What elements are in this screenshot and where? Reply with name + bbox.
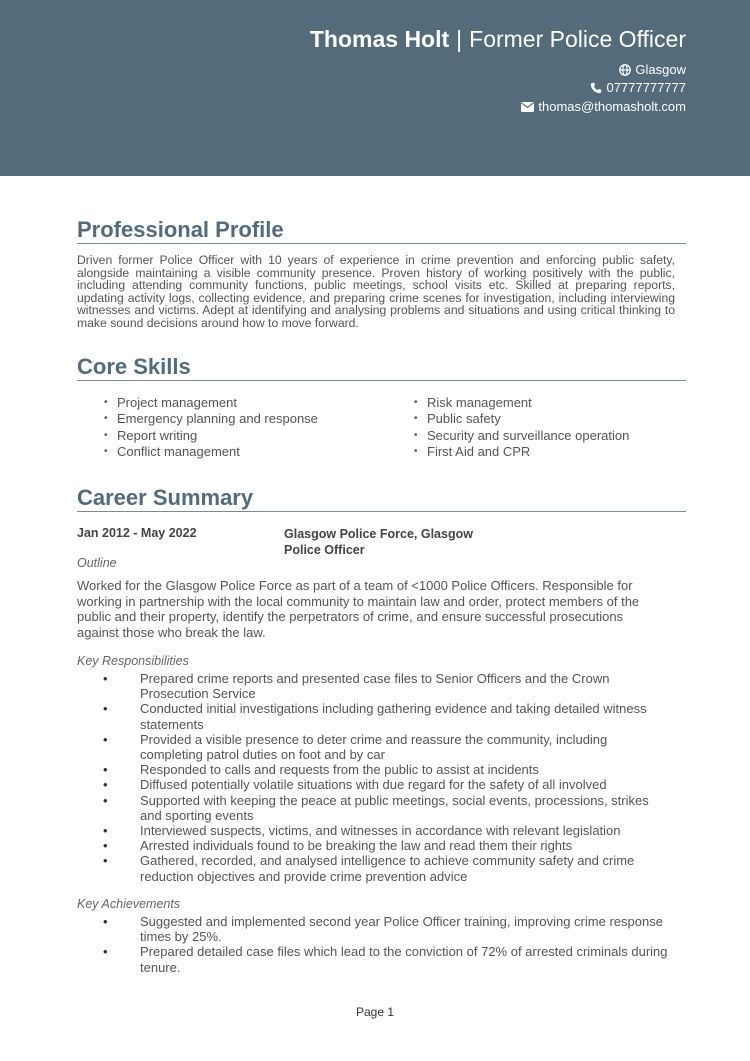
career-heading: Career Summary xyxy=(77,485,686,512)
skill-item: • Security and surveillance operation xyxy=(414,428,629,444)
skills-list-right xyxy=(414,395,629,460)
name-title-line xyxy=(310,26,686,53)
outline-text: Worked for the Glasgow Police Force as part of a team of <1000 Police Officers. Responsible for working in partnership with the local community to maintain law and order, protect members of the public and their property, identify the perpetrators of crime, and ensure successful prosecutions against those who break the law. xyxy=(77,578,640,640)
list-item: • Prepared detailed case files which lead to the conviction of 72% of arrested criminals during tenure. xyxy=(100,944,670,974)
list-item: • Interviewed suspects, victims, and witnesses in accordance with relevant legislation xyxy=(100,823,670,838)
email-text: thomas@thomasholt.com xyxy=(538,99,686,114)
skill-item: • Emergency planning and response xyxy=(104,411,318,427)
list-item: • Conducted initial investigations including gathering evidence and taking detailed witness statements xyxy=(100,701,670,731)
skills-heading: Core Skills xyxy=(77,354,686,381)
list-item: • Provided a visible presence to deter crime and reassure the community, including completing patrol duties on foot and by car xyxy=(100,732,670,762)
achievements-label: Key Achievements xyxy=(77,897,181,911)
skill-item: • Project management xyxy=(104,395,318,411)
contact-email xyxy=(521,99,686,114)
contact-phone xyxy=(590,80,686,95)
header-banner xyxy=(0,0,750,176)
skill-item: • First Aid and CPR xyxy=(414,444,629,460)
responsibilities-list xyxy=(100,671,670,884)
employer-block xyxy=(284,526,473,558)
achievements-list xyxy=(100,914,670,975)
skills-list-left xyxy=(104,395,318,460)
list-item: • Prepared crime reports and presented case files to Senior Officers and the Crown Prosecution Service xyxy=(100,671,670,701)
list-item: • Suggested and implemented second year Police Officer training, improving crime response times by 25%. xyxy=(100,914,670,944)
responsibilities-label: Key Responsibilities xyxy=(77,654,189,668)
list-item: • Gathered, recorded, and analysed intelligence to achieve community safety and crime reduction objectives and provide crime prevention advice xyxy=(100,853,670,883)
list-item: • Supported with keeping the peace at public meetings, social events, processions, strikes and sporting events xyxy=(100,793,670,823)
profile-text: Driven former Police Officer with 10 years of experience in crime prevention and enforcing public safety, alongside maintaining a visible community presence. Proven history of working positively with the public, including attending community functions, public meetings, school visits etc. Skilled at preparing reports, updating activity logs, collecting evidence, and preparing crime scenes for investigation, including interviewing witnesses and victims. Adept at identifying and analysing problems and situations and using critical thinking to make sound decisions around how to move forward. xyxy=(77,253,675,330)
contact-location xyxy=(619,62,686,77)
job-dates: Jan 2012 - May 2022 xyxy=(77,526,197,540)
list-item: • Arrested individuals found to be breaking the law and read them their rights xyxy=(100,838,670,853)
phone-text: 07777777777 xyxy=(606,80,686,95)
globe-icon xyxy=(619,64,631,76)
title-separator: | xyxy=(456,26,463,52)
skill-item: • Conflict management xyxy=(104,444,318,460)
phone-icon xyxy=(590,82,602,94)
page-number: Page 1 xyxy=(355,1005,395,1019)
list-item: • Diffused potentially volatile situations with due regard for the safety of all involved xyxy=(100,777,670,792)
skill-item: • Risk management xyxy=(414,395,629,411)
profile-heading: Professional Profile xyxy=(77,217,686,244)
outline-label: Outline xyxy=(77,556,117,570)
skill-item: • Public safety xyxy=(414,411,629,427)
employer-name: Glasgow Police Force, Glasgow xyxy=(284,527,473,541)
envelope-icon xyxy=(521,102,534,112)
job-title: Former Police Officer xyxy=(469,26,686,52)
list-item: • Responded to calls and requests from the public to assist at incidents xyxy=(100,762,670,777)
skill-item: • Report writing xyxy=(104,428,318,444)
candidate-name: Thomas Holt xyxy=(309,26,450,52)
job-role: Police Officer xyxy=(284,543,365,557)
location-text: Glasgow xyxy=(635,62,686,77)
